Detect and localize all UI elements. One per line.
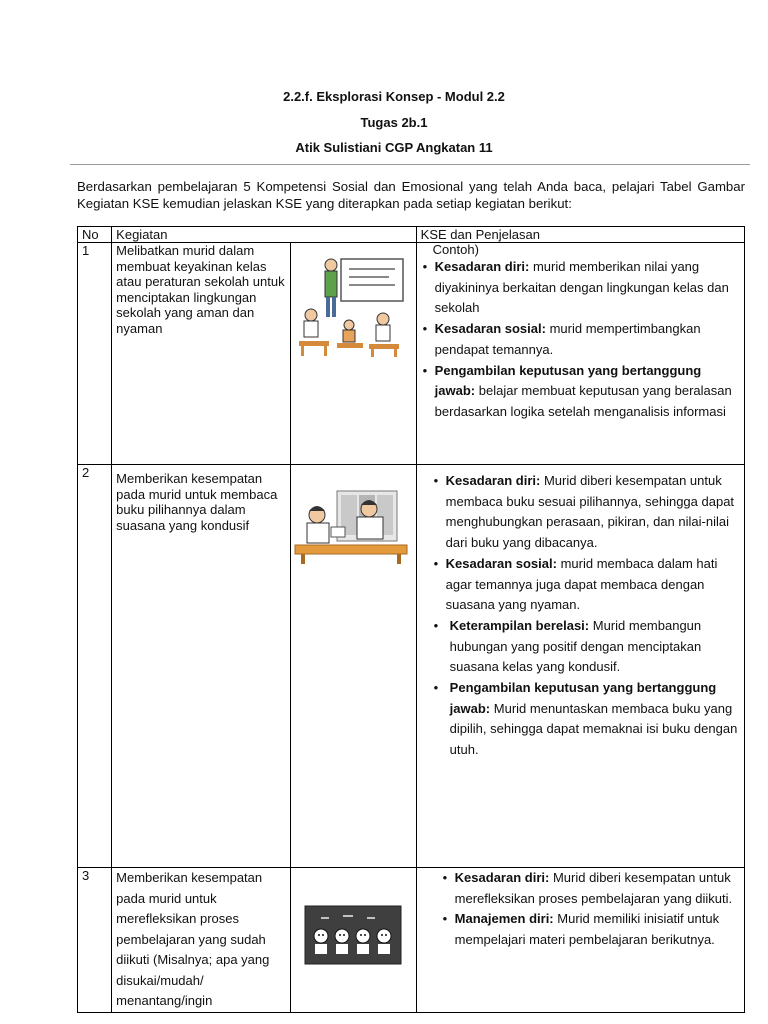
kse-label: Kesadaran sosial: <box>434 321 546 337</box>
kse-text: Murid diberi kesempatan untuk membaca buku sesuai pilihannya, sehingga dapat menghubungkan perasaan, pikiran, dan nilai-nilai dari buku yang dibacanya. <box>445 473 735 551</box>
table-header-row <box>78 227 745 243</box>
teacher-presenting-illustration <box>291 243 411 363</box>
list-item <box>455 868 740 909</box>
pre-note: Contoh) <box>432 242 479 257</box>
row-no: 3 <box>78 868 112 1013</box>
kse-text: Murid menuntaskan membaca buku yang dipilih, sehingga dapat memaknai isi buku dengan utuh. <box>449 700 738 758</box>
list-item <box>455 909 740 950</box>
list-item <box>446 554 740 616</box>
row-kse <box>416 465 744 868</box>
row-no: 1 <box>78 243 112 465</box>
document-subtitle: Tugas 2b.1 <box>360 115 428 130</box>
reflection-faces-illustration <box>291 868 411 1008</box>
list-item <box>446 616 740 678</box>
document-title: 2.2.f. Eksplorasi Konsep - Modul 2.2 <box>283 89 505 104</box>
kse-label: Pengambilan keputusan yang bertanggung jawab: <box>449 680 717 716</box>
header-kse: KSE dan Penjelasan <box>416 227 744 243</box>
row-no: 2 <box>78 465 112 868</box>
kegiatan-text: Melibatkan murid dalam membuat keyakinan kelas atau peraturan sekolah untuk menciptakan lingkungan sekolah yang aman dan nyaman <box>116 243 285 336</box>
table-row <box>78 465 745 868</box>
kse-text: Murid diberi kesempatan untuk merefleksikan proses pembelajaran yang diikuti. <box>454 870 733 906</box>
list-item <box>446 678 740 761</box>
list-item <box>435 361 740 423</box>
kse-label: Kesadaran sosial: <box>445 555 557 571</box>
row-kegiatan <box>112 868 291 1013</box>
kse-label: Kesadaran diri: <box>454 870 550 885</box>
kse-label: Kesadaran diri: <box>445 473 541 488</box>
list-item <box>446 471 740 554</box>
kse-label: Kesadaran diri: <box>434 259 530 274</box>
kse-label: Keterampilan berelasi: <box>449 617 590 633</box>
kse-text: murid mempertimbangkan pendapat temannya. <box>434 321 701 357</box>
table-row <box>78 243 745 465</box>
row-kse <box>416 868 744 1013</box>
table-row <box>78 868 745 1013</box>
kse-text: Murid memiliki inisiatif untuk mempelajari materi pembelajaran berikutnya. <box>454 911 720 948</box>
list-item <box>435 257 740 319</box>
kse-label: Manajemen diri: <box>454 911 554 927</box>
kse-table <box>77 226 745 1013</box>
row-image-cell <box>291 243 416 465</box>
kegiatan-text: Memberikan kesempatan pada murid untuk merefleksikan proses pembelajaran yang sudah diikuti (Misalnya; apa yang disukai/mudah/ menantang/ingin <box>116 870 270 1008</box>
title-divider <box>70 164 750 165</box>
header-no: No <box>78 227 112 243</box>
kegiatan-text: Memberikan kesempatan pada murid untuk membaca buku pilihannya dalam suasana yang kondusif <box>116 471 278 533</box>
row-image-cell <box>291 868 416 1013</box>
row-kegiatan <box>112 465 291 868</box>
document-author: Atik Sulistiani CGP Angkatan 11 <box>295 140 493 155</box>
students-reading-illustration <box>291 465 411 575</box>
row-kegiatan <box>112 243 291 465</box>
list-item <box>435 319 740 360</box>
row-kse <box>416 243 744 465</box>
kse-text: murid memberikan nilai yang diyakininya berkaitan dengan lingkungan kelas dan sekolah <box>434 259 729 316</box>
header-kegiatan: Kegiatan <box>112 227 417 243</box>
intro-paragraph: Berdasarkan pembelajaran 5 Kompetensi Sosial dan Emosional yang telah Anda baca, pelajari Tabel Gambar Kegiatan KSE kemudian jelaskan KSE yang diterapkan pada setiap kegiatan berikut: <box>77 179 745 211</box>
kse-text: Murid membangun hubungan yang positif dengan menciptakan suasana kelas yang kondusif. <box>449 617 702 675</box>
kse-text: murid membaca dalam hati agar temannya juga dapat membaca dengan suasana yang nyaman. <box>445 555 718 613</box>
row-image-cell <box>291 465 416 868</box>
kse-text: belajar membuat keputusan yang beralasan berdasarkan logika setelah menganalisis informasi <box>434 383 732 419</box>
kse-label: Pengambilan keputusan yang bertanggung jawab: <box>434 362 702 399</box>
